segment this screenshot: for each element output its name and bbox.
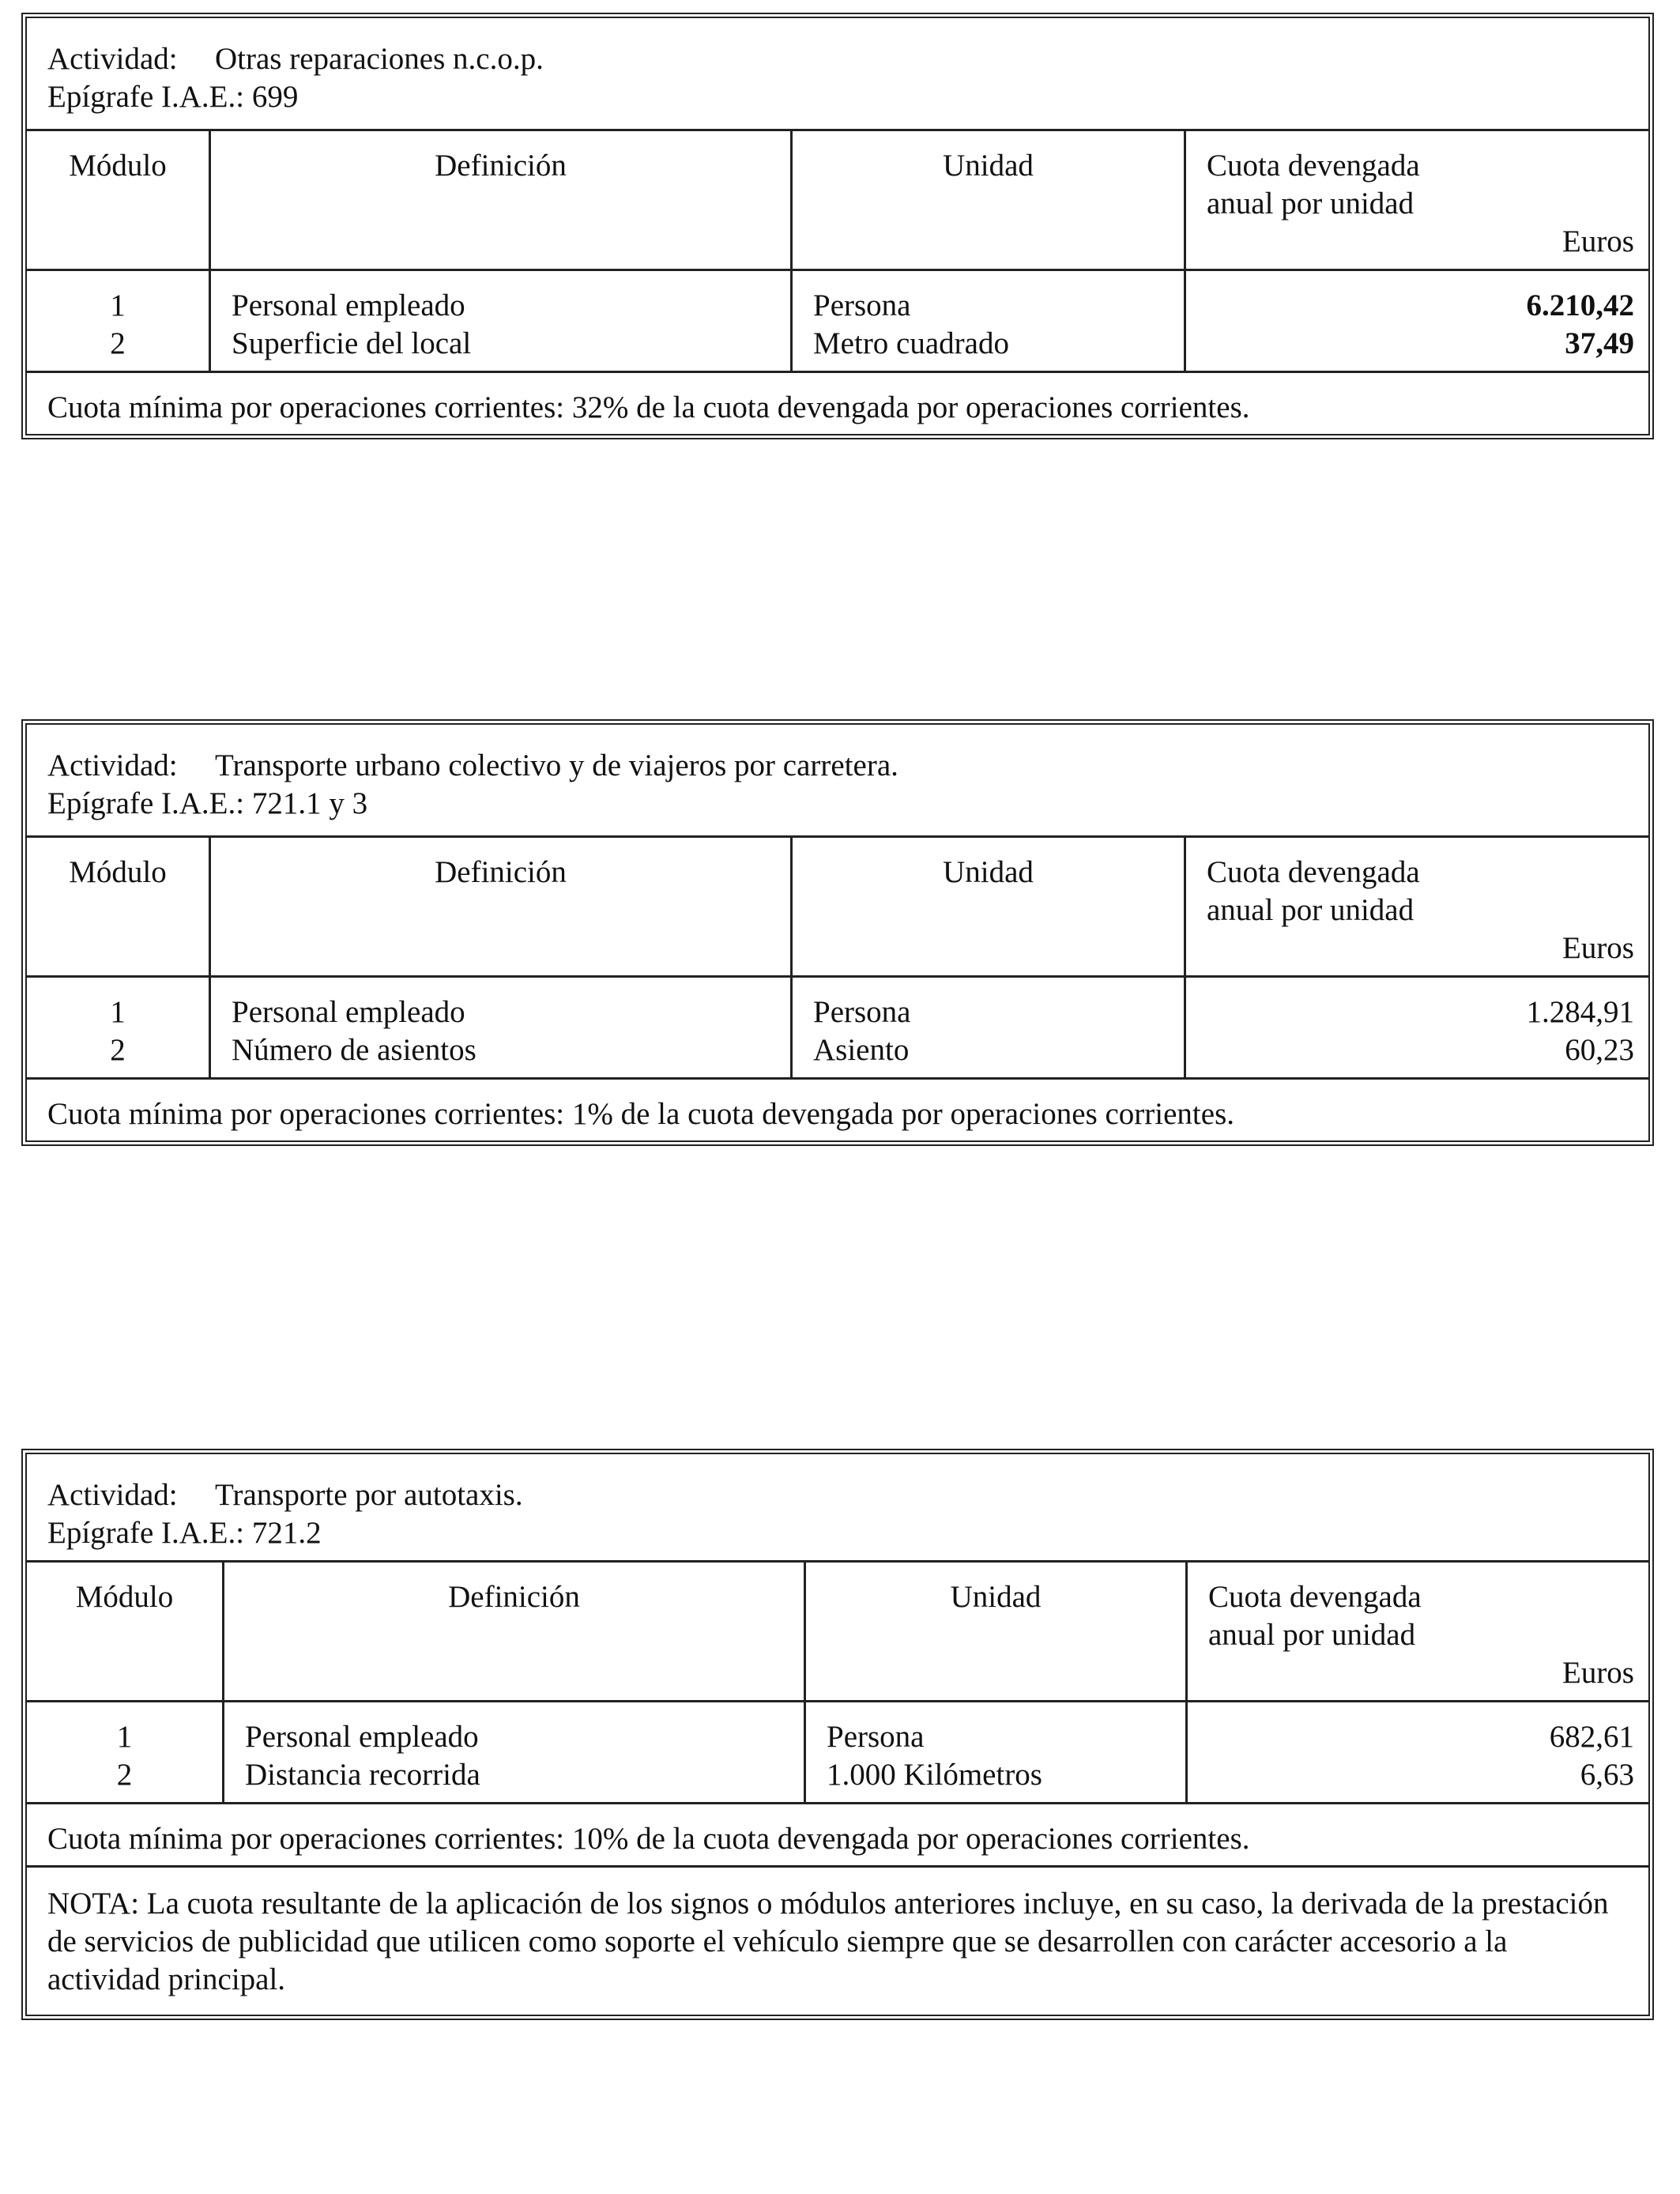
cuota-column (1184, 271, 1648, 371)
header-cuota-line2: anual por unidad (1208, 1618, 1416, 1652)
table-row-definicion: Personal empleado (232, 995, 465, 1029)
epigrafe: Epígrafe I.A.E.: 721.2 (47, 1516, 322, 1550)
nota: NOTA: La cuota resultante de la aplicación de los signos o módulos anteriores incluye, en su caso, la derivada de la prestación de servicios de publicidad que utilicen como soporte el vehículo siempre que se desarrollen con carácter accesorio a la actividad principal. (27, 1865, 1648, 2015)
epigrafe: Epígrafe I.A.E.: 699 (47, 80, 299, 114)
table-row-modulo: 1 (110, 995, 126, 1029)
table-row-unidad: Asiento (813, 1033, 910, 1067)
module-rows (27, 1700, 1648, 1802)
definicion-column (222, 1702, 804, 1802)
table-row-unidad: Persona (813, 288, 911, 322)
activity-label: Actividad: (47, 748, 178, 782)
header-euros: Euros (1562, 224, 1634, 258)
module-table-2 (21, 719, 1654, 1146)
table-row-cuota: 6,63 (1580, 1758, 1634, 1792)
header-unidad: Unidad (790, 131, 1184, 269)
table-row-cuota: 60,23 (1565, 1033, 1634, 1067)
table-row-unidad: Metro cuadrado (813, 326, 1009, 360)
table-row-definicion: Superficie del local (232, 326, 472, 360)
cuota-column (1185, 1702, 1648, 1802)
table-row-definicion: Personal empleado (245, 1720, 479, 1754)
header-cuota-line1: Cuota devengada (1207, 855, 1420, 889)
column-headers (27, 1560, 1648, 1700)
module-rows (27, 269, 1648, 371)
column-headers (27, 129, 1648, 269)
module-rows (27, 975, 1648, 1077)
table-row-unidad: Persona (827, 1720, 925, 1754)
column-headers (27, 835, 1648, 975)
header-euros: Euros (1562, 1656, 1634, 1690)
cuota-column (1184, 978, 1648, 1077)
header-cuota (1184, 838, 1648, 975)
activity-label: Actividad: (47, 1478, 178, 1512)
header-euros: Euros (1562, 931, 1634, 965)
table-row-cuota: 1.284,91 (1526, 995, 1634, 1029)
header-cuota-line2: anual por unidad (1207, 187, 1414, 221)
table-row-modulo: 2 (110, 1033, 126, 1067)
header-cuota-line2: anual por unidad (1207, 893, 1414, 927)
header-unidad: Unidad (790, 838, 1184, 975)
cuota-minima: Cuota mínima por operaciones corrientes: 1% de la cuota devengada por operaciones corrientes. (27, 1077, 1648, 1140)
header-modulo: Módulo (69, 149, 167, 183)
cuota-minima: Cuota mínima por operaciones corrientes: 32% de la cuota devengada por operaciones corrientes. (27, 371, 1648, 434)
table-row-definicion: Distancia recorrida (245, 1758, 480, 1792)
header-unidad: Unidad (804, 1563, 1185, 1700)
activity-header (27, 18, 1648, 129)
table-row-unidad: Persona (813, 995, 911, 1029)
header-modulo: Módulo (75, 1580, 174, 1614)
modulo-column (27, 271, 209, 371)
header-definicion: Definición (222, 1563, 804, 1700)
module-table-3 (21, 1449, 1654, 2020)
cuota-minima: Cuota mínima por operaciones corrientes: 10% de la cuota devengada por operaciones corrientes. (27, 1802, 1648, 1865)
definicion-column (209, 978, 790, 1077)
modulo-column (27, 978, 209, 1077)
table-row-cuota: 6.210,42 (1526, 288, 1634, 322)
activity-header (27, 725, 1648, 835)
header-cuota-line1: Cuota devengada (1207, 149, 1420, 183)
unidad-column (790, 978, 1184, 1077)
unidad-column (804, 1702, 1185, 1802)
activity-name: Transporte por autotaxis. (215, 1478, 523, 1512)
header-cuota (1185, 1563, 1648, 1700)
table-row-cuota: 682,61 (1549, 1720, 1634, 1754)
epigrafe: Epígrafe I.A.E.: 721.1 y 3 (47, 786, 368, 820)
activity-label: Actividad: (47, 42, 178, 76)
header-definicion: Definición (209, 838, 790, 975)
header-modulo: Módulo (69, 855, 167, 889)
table-row-cuota: 37,49 (1565, 326, 1634, 360)
table-row-definicion: Número de asientos (232, 1033, 477, 1067)
header-cuota-line1: Cuota devengada (1208, 1580, 1422, 1614)
table-row-modulo: 1 (116, 1720, 133, 1754)
table-row-modulo: 2 (116, 1758, 133, 1792)
table-row-modulo: 2 (110, 326, 126, 360)
header-cuota (1184, 131, 1648, 269)
table-row-definicion: Personal empleado (232, 288, 465, 322)
table-row-modulo: 1 (110, 288, 126, 322)
activity-header (27, 1454, 1648, 1560)
unidad-column (790, 271, 1184, 371)
activity-name: Otras reparaciones n.c.o.p. (215, 42, 544, 76)
activity-name: Transporte urbano colectivo y de viajeros por carretera. (215, 748, 898, 782)
modulo-column (27, 1702, 222, 1802)
module-table-1 (21, 13, 1654, 439)
definicion-column (209, 271, 790, 371)
header-definicion: Definición (209, 131, 790, 269)
table-row-unidad: 1.000 Kilómetros (827, 1758, 1042, 1792)
